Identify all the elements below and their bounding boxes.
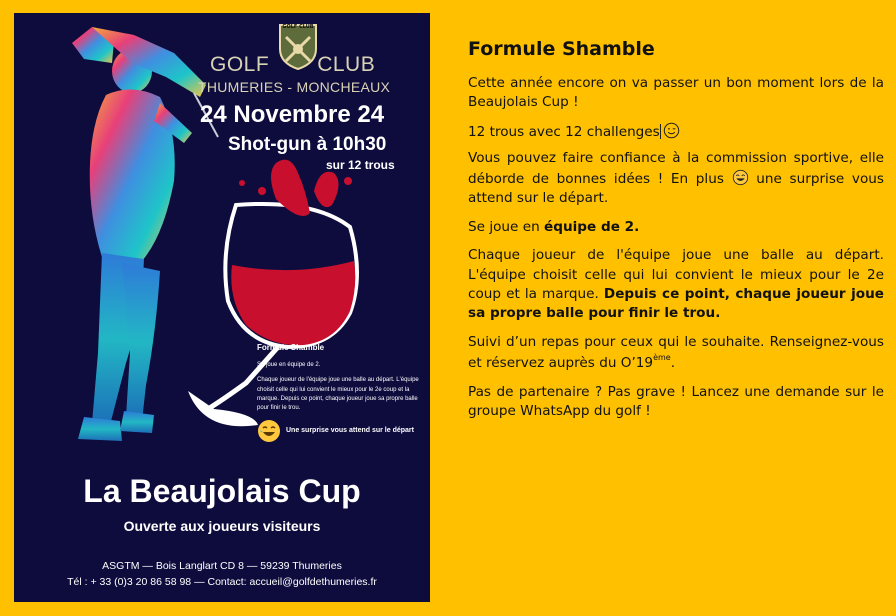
shotgun-time: Shot-gun à 10h30: [228, 134, 387, 155]
poster-format-box: [257, 343, 427, 443]
rules-text-bold: Depuis ce point, chaque joueur joue sa propre balle pour finir le trou.: [468, 285, 884, 322]
challenges-text: 12 trous avec 12 challenges: [468, 123, 660, 140]
club-name: [210, 53, 375, 77]
article-challenges: [468, 122, 884, 142]
poster-contact: Tél : + 33 (0)3 20 86 58 98 — Contact: accueil@golfdethumeries.fr: [67, 576, 377, 588]
confidence-text-b: une surprise vous attend sur le départ.: [468, 170, 884, 207]
club-name-club: CLUB: [317, 53, 376, 76]
poster-format-rules: Chaque joueur de l'équipe joue une balle au départ. L'équipe choisit celle qui lui convient le mieux pour le 2e coup et la marque. Depuis ce point, chaque joueur joue sa propre balle pour finir le trou.: [257, 377, 419, 412]
article-partner: Pas de partenaire ? Pas grave ! Lancez une demande sur le groupe WhatsApp du golf !: [468, 383, 884, 420]
poster-format-title: Formule Shamble: [257, 343, 325, 352]
article-intro: Cette année encore on va passer un bon moment lors de la Beaujolais Cup !: [468, 75, 884, 111]
poster-surprise-text: Une surprise vous attend sur le départ: [286, 427, 414, 435]
laughing-emoji-icon: [732, 169, 749, 186]
meal-text-a: Suivi d’un repas pour ceux qui le souhaite. Renseignez-vous et réservez auprès du O’19: [468, 333, 884, 372]
crest-label: GOLF CLUB: [282, 24, 314, 30]
open-to-visitors: Ouverte aux joueurs visiteurs: [123, 518, 321, 534]
meal-text-end: .: [670, 355, 676, 372]
team-text-a: Se joue en: [468, 218, 545, 235]
club-name-golf: GOLF: [210, 53, 270, 76]
meal-text-sup: ème: [653, 353, 671, 363]
cup-title: La Beaujolais Cup: [83, 473, 361, 509]
event-date: 24 Novembre 24: [200, 101, 385, 128]
article-confidence: [468, 149, 884, 208]
rules-text-a: Chaque joueur de l'équipe joue une balle au départ. L'équipe choisit celle qui lui convient le mieux pour le 2e coup et la marque.: [468, 247, 884, 302]
confidence-text-a: Vous pouvez faire confiance à la commission sportive, elle déborde de bonnes idées ! En plus: [468, 150, 884, 187]
wink-emoji-icon: [663, 122, 680, 139]
laughing-emoji-icon: [257, 419, 281, 443]
event-poster: [14, 13, 430, 602]
poster-format-team: Se joue en équipe de 2.: [257, 362, 321, 368]
poster-surprise: [257, 419, 427, 443]
article-meal: [468, 333, 884, 374]
article: [468, 38, 884, 431]
holes-count: sur 12 trous: [326, 158, 395, 172]
article-team: [468, 218, 884, 237]
team-text-bold: équipe de 2.: [544, 218, 640, 235]
text-caret: [660, 124, 661, 139]
poster-address: ASGTM — Bois Langlart CD 8 — 59239 Thumeries: [102, 560, 342, 572]
club-location: THUMERIES - MONCHEAUX: [198, 79, 391, 95]
article-rules: [468, 246, 884, 324]
article-title: Formule Shamble: [468, 38, 655, 60]
